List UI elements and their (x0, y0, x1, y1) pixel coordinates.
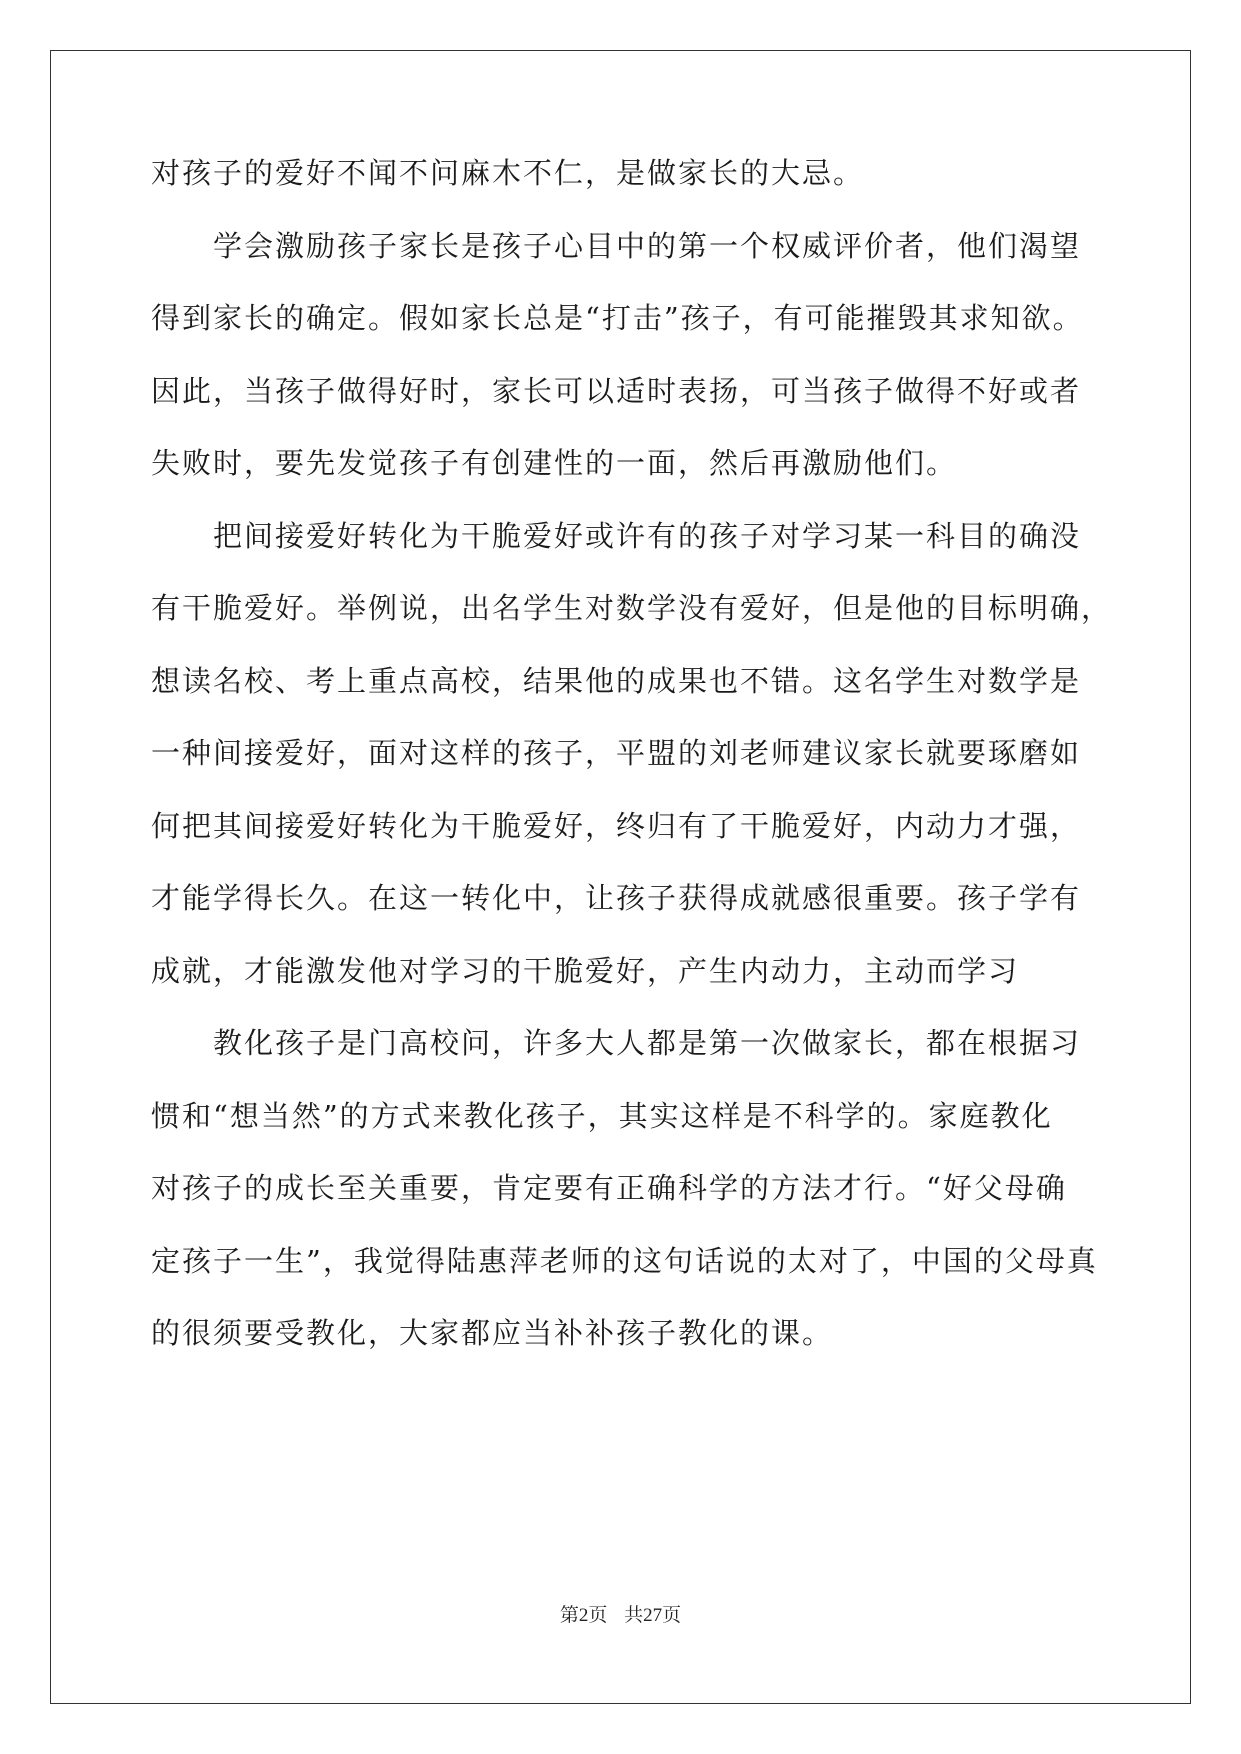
text-line: 才能学得长久。在这一转化中，让孩子获得成就感很重要。孩子学有 (151, 881, 1082, 915)
text-line: 学会激励孩子家长是孩子心目中的第一个权威评价者，他们渴望 (151, 229, 1082, 263)
text-line: 把间接爱好转化为干脆爱好或许有的孩子对学习某一科目的确没 (151, 519, 1082, 553)
text-line: 想读名校、考上重点高校，结果他的成果也不错。这名学生对数学是 (151, 664, 1082, 698)
text-line: 定孩子一生”，我觉得陆惠萍老师的这句话说的太对了，中国的父母真 (151, 1244, 1098, 1278)
text-line: 失败时，要先发觉孩子有创建性的一面，然后再激励他们。 (151, 446, 958, 480)
text-line: 对孩子的成长至关重要，肯定要有正确科学的方法才行。“好父母确 (151, 1171, 1067, 1205)
text-line: 惯和“想当然”的方式来教化孩子，其实这样是不科学的。家庭教化 (151, 1099, 1053, 1133)
text-line: 有干脆爱好。举例说，出名学生对数学没有爱好，但是他的目标明确， (151, 591, 1113, 625)
text-line: 对孩子的爱好不闻不问麻木不仁，是做家长的大忌。 (151, 156, 865, 190)
text-line: 一种间接爱好，面对这样的孩子，平盟的刘老师建议家长就要琢磨如 (151, 736, 1082, 770)
page-total: 共27页 (624, 1605, 682, 1626)
page-footer (0, 1600, 1241, 1627)
page-number: 第2页 (559, 1605, 608, 1626)
text-line: 因此，当孩子做得好时，家长可以适时表扬，可当孩子做得不好或者 (151, 374, 1082, 408)
text-line: 得到家长的确定。假如家长总是“打击”孩子，有可能摧毁其求知欲。 (151, 301, 1084, 335)
text-line: 教化孩子是门高校问，许多大人都是第一次做家长，都在根据习 (151, 1026, 1082, 1060)
text-line: 成就，才能激发他对学习的干脆爱好，产生内动力，主动而学习 (151, 954, 1020, 988)
text-line: 何把其间接爱好转化为干脆爱好，终归有了干脆爱好，内动力才强， (151, 809, 1082, 843)
text-line: 的很须要受教化，大家都应当补补孩子教化的课。 (151, 1316, 834, 1350)
